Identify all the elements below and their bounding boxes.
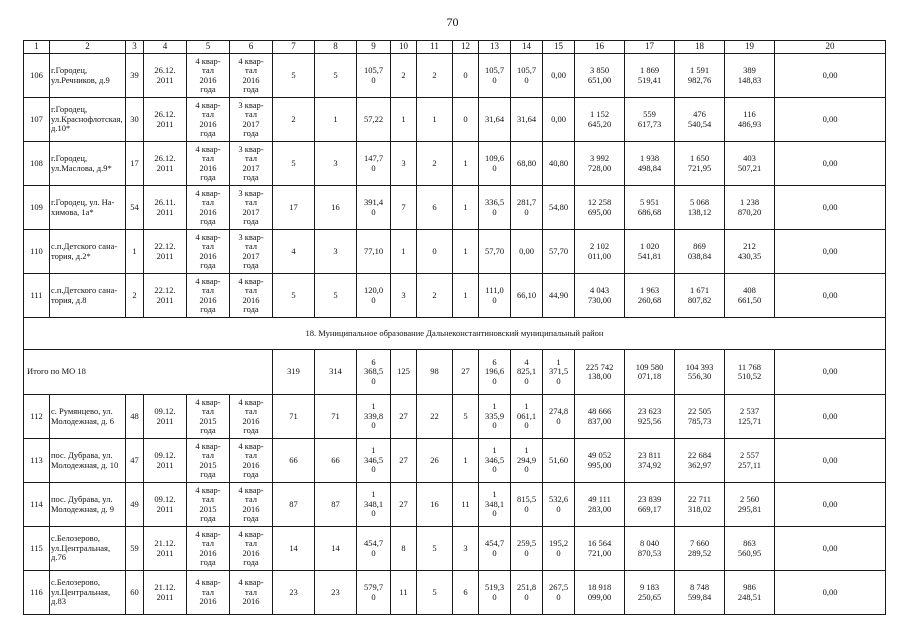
cell-col-20: 0,00 [775, 395, 886, 439]
cell-col-9: 1 339,8 0 [357, 395, 391, 439]
address-cell: с.Белозерово, ул.Центральная, д.83 [50, 571, 126, 615]
cell-col-16: 16 564 721,00 [575, 527, 625, 571]
cell-col-9: 105,7 0 [357, 54, 391, 98]
cell-col-17: 9 183 250,65 [625, 571, 675, 615]
cell-col-11: 0 [417, 230, 453, 274]
cell-col-8: 5 [315, 54, 357, 98]
cell-col-4: 22.12. 2011 [144, 230, 187, 274]
column-number-1: 1 [24, 41, 50, 54]
cell-col-17: 23 811 374,92 [625, 439, 675, 483]
row-number: 109 [24, 186, 50, 230]
cell-col-16: 2 102 011,00 [575, 230, 625, 274]
total-col-8: 314 [315, 350, 357, 395]
cell-col-20: 0,00 [775, 274, 886, 318]
cell-col-10: 7 [391, 186, 417, 230]
cell-col-12: 6 [453, 571, 479, 615]
cell-col-10: 3 [391, 274, 417, 318]
column-number-20: 20 [775, 41, 886, 54]
cell-col-19: 116 486,93 [725, 98, 775, 142]
cell-col-5: 4 квар- тал 2016 года [187, 142, 230, 186]
total-col-14: 4 825,1 0 [511, 350, 543, 395]
cell-col-18: 5 068 138,12 [675, 186, 725, 230]
cell-col-16: 49 111 283,00 [575, 483, 625, 527]
table-row [24, 483, 886, 527]
cell-col-17: 1 020 541,81 [625, 230, 675, 274]
row-number: 110 [24, 230, 50, 274]
cell-col-5: 4 квар- тал 2016 года [187, 98, 230, 142]
total-col-19: 11 768 510,52 [725, 350, 775, 395]
cell-col-6: 3 квар- тал 2017 года [230, 98, 273, 142]
cell-col-19: 986 248,51 [725, 571, 775, 615]
address-cell: с.п.Детского сана- тория, д.2* [50, 230, 126, 274]
cell-col-3: 59 [126, 527, 144, 571]
cell-col-19: 403 507,21 [725, 142, 775, 186]
cell-col-16: 18 918 099,00 [575, 571, 625, 615]
table-row [24, 54, 886, 98]
cell-col-12: 11 [453, 483, 479, 527]
cell-col-20: 0,00 [775, 142, 886, 186]
column-number-11: 11 [417, 41, 453, 54]
cell-col-12: 3 [453, 527, 479, 571]
cell-col-15: 532,6 0 [543, 483, 575, 527]
address-cell: пос. Дубрава, ул. Молодежная, д. 10 [50, 439, 126, 483]
cell-col-6: 4 квар- тал 2016 года [230, 439, 273, 483]
cell-col-12: 0 [453, 54, 479, 98]
cell-col-18: 869 038,84 [675, 230, 725, 274]
address-cell: с. Румянцево, ул. Молодежная, д. 6 [50, 395, 126, 439]
table-row [24, 571, 886, 615]
column-number-2: 2 [50, 41, 126, 54]
cell-col-9: 391,4 0 [357, 186, 391, 230]
cell-col-10: 27 [391, 395, 417, 439]
address-cell: с.Белозерово, ул.Центральная, д.76 [50, 527, 126, 571]
cell-col-15: 57,70 [543, 230, 575, 274]
total-label: Итого по МО 18 [24, 350, 273, 395]
cell-col-17: 1 963 260,68 [625, 274, 675, 318]
cell-col-11: 22 [417, 395, 453, 439]
cell-col-12: 1 [453, 439, 479, 483]
cell-col-3: 1 [126, 230, 144, 274]
cell-col-15: 40,80 [543, 142, 575, 186]
cell-col-5: 4 квар- тал 2016 года [187, 230, 230, 274]
address-cell: пос. Дубрава, ул. Молодежная, д. 9 [50, 483, 126, 527]
table-row [24, 395, 886, 439]
column-number-10: 10 [391, 41, 417, 54]
cell-col-20: 0,00 [775, 483, 886, 527]
cell-col-13: 519,3 0 [479, 571, 511, 615]
cell-col-7: 23 [273, 571, 315, 615]
cell-col-3: 17 [126, 142, 144, 186]
address-cell: г.Городец, ул.Речников, д.9 [50, 54, 126, 98]
cell-col-15: 0,00 [543, 98, 575, 142]
column-number-3: 3 [126, 41, 144, 54]
section-row [24, 318, 886, 350]
cell-col-14: 0,00 [511, 230, 543, 274]
section-title: 18. Муниципальное образование Дальнеконстантиновский муниципальный район [24, 318, 886, 350]
cell-col-3: 54 [126, 186, 144, 230]
cell-col-9: 120,0 0 [357, 274, 391, 318]
cell-col-19: 212 430,35 [725, 230, 775, 274]
cell-col-6: 4 квар- тал 2016 года [230, 54, 273, 98]
cell-col-4: 26.12. 2011 [144, 54, 187, 98]
cell-col-18: 22 684 362,97 [675, 439, 725, 483]
page-number: 70 [446, 15, 459, 29]
cell-col-8: 87 [315, 483, 357, 527]
cell-col-20: 0,00 [775, 230, 886, 274]
cell-col-20: 0,00 [775, 527, 886, 571]
cell-col-13: 1 348,1 0 [479, 483, 511, 527]
address-cell: с.п.Детского сана- тория, д.8 [50, 274, 126, 318]
table-row [24, 230, 886, 274]
cell-col-5: 4 квар- тал 2016 года [187, 274, 230, 318]
cell-col-13: 109,6 0 [479, 142, 511, 186]
cell-col-20: 0,00 [775, 439, 886, 483]
cell-col-6: 3 квар- тал 2017 года [230, 186, 273, 230]
cell-col-11: 2 [417, 274, 453, 318]
cell-col-20: 0,00 [775, 54, 886, 98]
cell-col-12: 0 [453, 98, 479, 142]
cell-col-7: 5 [273, 274, 315, 318]
cell-col-8: 1 [315, 98, 357, 142]
cell-col-7: 5 [273, 54, 315, 98]
cell-col-9: 57,22 [357, 98, 391, 142]
column-number-13: 13 [479, 41, 511, 54]
column-number-8: 8 [315, 41, 357, 54]
cell-col-10: 1 [391, 98, 417, 142]
cell-col-18: 1 591 982,76 [675, 54, 725, 98]
cell-col-19: 389 148,83 [725, 54, 775, 98]
cell-col-9: 147,7 0 [357, 142, 391, 186]
cell-col-7: 66 [273, 439, 315, 483]
cell-col-3: 2 [126, 274, 144, 318]
cell-col-6: 4 квар- тал 2016 года [230, 395, 273, 439]
cell-col-17: 1 869 519,41 [625, 54, 675, 98]
row-number: 107 [24, 98, 50, 142]
cell-col-14: 281,7 0 [511, 186, 543, 230]
cell-col-6: 4 квар- тал 2016 года [230, 483, 273, 527]
cell-col-10: 27 [391, 439, 417, 483]
column-number-row [24, 41, 886, 54]
cell-col-18: 1 650 721,95 [675, 142, 725, 186]
cell-col-14: 1 061,1 0 [511, 395, 543, 439]
cell-col-4: 09.12. 2011 [144, 439, 187, 483]
cell-col-16: 49 052 995,00 [575, 439, 625, 483]
cell-col-15: 267,5 0 [543, 571, 575, 615]
cell-col-17: 5 951 686,68 [625, 186, 675, 230]
row-number: 113 [24, 439, 50, 483]
cell-col-8: 3 [315, 142, 357, 186]
column-number-14: 14 [511, 41, 543, 54]
cell-col-5: 4 квар- тал 2015 года [187, 395, 230, 439]
total-col-12: 27 [453, 350, 479, 395]
row-number: 108 [24, 142, 50, 186]
cell-col-8: 3 [315, 230, 357, 274]
cell-col-9: 1 346,5 0 [357, 439, 391, 483]
cell-col-18: 22 505 785,73 [675, 395, 725, 439]
cell-col-3: 60 [126, 571, 144, 615]
address-cell: г.Городец, ул. На- химова, 1а* [50, 186, 126, 230]
cell-col-8: 66 [315, 439, 357, 483]
cell-col-6: 3 квар- тал 2017 года [230, 230, 273, 274]
total-row [24, 350, 886, 395]
cell-col-4: 26.12. 2011 [144, 98, 187, 142]
cell-col-13: 454,7 0 [479, 527, 511, 571]
cell-col-6: 3 квар- тал 2017 года [230, 142, 273, 186]
column-number-4: 4 [144, 41, 187, 54]
cell-col-15: 54,80 [543, 186, 575, 230]
cell-col-7: 71 [273, 395, 315, 439]
cell-col-14: 815,5 0 [511, 483, 543, 527]
cell-col-11: 6 [417, 186, 453, 230]
cell-col-5: 4 квар- тал 2016 года [187, 186, 230, 230]
cell-col-17: 23 839 669,17 [625, 483, 675, 527]
cell-col-10: 8 [391, 527, 417, 571]
cell-col-17: 1 938 498,84 [625, 142, 675, 186]
cell-col-15: 274,8 0 [543, 395, 575, 439]
cell-col-11: 16 [417, 483, 453, 527]
cell-col-14: 31,64 [511, 98, 543, 142]
column-number-5: 5 [187, 41, 230, 54]
cell-col-12: 1 [453, 186, 479, 230]
column-number-9: 9 [357, 41, 391, 54]
cell-col-7: 14 [273, 527, 315, 571]
cell-col-19: 2 557 257,11 [725, 439, 775, 483]
cell-col-14: 259,5 0 [511, 527, 543, 571]
cell-col-10: 27 [391, 483, 417, 527]
column-number-15: 15 [543, 41, 575, 54]
row-number: 112 [24, 395, 50, 439]
cell-col-5: 4 квар- тал 2016 года [187, 527, 230, 571]
total-col-13: 6 196,6 0 [479, 350, 511, 395]
cell-col-17: 23 623 925,56 [625, 395, 675, 439]
cell-col-7: 5 [273, 142, 315, 186]
address-cell: г.Городец, ул.Маслова, д.9* [50, 142, 126, 186]
total-col-11: 98 [417, 350, 453, 395]
table-row [24, 274, 886, 318]
cell-col-11: 2 [417, 142, 453, 186]
table-row [24, 186, 886, 230]
cell-col-13: 111,0 0 [479, 274, 511, 318]
cell-col-7: 87 [273, 483, 315, 527]
cell-col-10: 3 [391, 142, 417, 186]
table-row [24, 98, 886, 142]
cell-col-15: 44,90 [543, 274, 575, 318]
cell-col-4: 26.12. 2011 [144, 142, 187, 186]
cell-col-14: 1 294,9 0 [511, 439, 543, 483]
cell-col-11: 2 [417, 54, 453, 98]
cell-col-10: 11 [391, 571, 417, 615]
cell-col-15: 51,60 [543, 439, 575, 483]
row-number: 111 [24, 274, 50, 318]
cell-col-4: 22.12. 2011 [144, 274, 187, 318]
row-number: 114 [24, 483, 50, 527]
column-number-16: 16 [575, 41, 625, 54]
cell-col-14: 68,80 [511, 142, 543, 186]
cell-col-12: 1 [453, 274, 479, 318]
cell-col-12: 5 [453, 395, 479, 439]
cell-col-8: 5 [315, 274, 357, 318]
cell-col-8: 16 [315, 186, 357, 230]
cell-col-20: 0,00 [775, 186, 886, 230]
cell-col-7: 17 [273, 186, 315, 230]
cell-col-8: 14 [315, 527, 357, 571]
cell-col-15: 0,00 [543, 54, 575, 98]
cell-col-4: 21.12. 2011 [144, 527, 187, 571]
cell-col-17: 559 617,73 [625, 98, 675, 142]
cell-col-19: 2 560 295,81 [725, 483, 775, 527]
total-col-20: 0,00 [775, 350, 886, 395]
total-col-15: 1 371,5 0 [543, 350, 575, 395]
cell-col-16: 12 258 695,00 [575, 186, 625, 230]
cell-col-5: 4 квар- тал 2016 года [187, 54, 230, 98]
cell-col-20: 0,00 [775, 98, 886, 142]
cell-col-14: 66,10 [511, 274, 543, 318]
cell-col-9: 579,7 0 [357, 571, 391, 615]
cell-col-13: 105,7 0 [479, 54, 511, 98]
cell-col-6: 4 квар- тал 2016 года [230, 274, 273, 318]
cell-col-3: 48 [126, 395, 144, 439]
housing-register-table [23, 40, 886, 615]
table-row [24, 142, 886, 186]
total-col-18: 104 393 556,30 [675, 350, 725, 395]
cell-col-4: 09.12. 2011 [144, 483, 187, 527]
cell-col-10: 2 [391, 54, 417, 98]
cell-col-17: 8 040 870,53 [625, 527, 675, 571]
row-number: 115 [24, 527, 50, 571]
row-number: 106 [24, 54, 50, 98]
cell-col-12: 1 [453, 230, 479, 274]
column-number-18: 18 [675, 41, 725, 54]
cell-col-11: 5 [417, 571, 453, 615]
total-col-7: 319 [273, 350, 315, 395]
cell-col-14: 251,8 0 [511, 571, 543, 615]
cell-col-19: 1 238 870,20 [725, 186, 775, 230]
cell-col-11: 26 [417, 439, 453, 483]
cell-col-4: 21.12. 2011 [144, 571, 187, 615]
cell-col-13: 336,5 0 [479, 186, 511, 230]
cell-col-6: 4 квар- тал 2016 года [230, 527, 273, 571]
cell-col-13: 57,70 [479, 230, 511, 274]
cell-col-14: 105,7 0 [511, 54, 543, 98]
cell-col-8: 71 [315, 395, 357, 439]
cell-col-7: 4 [273, 230, 315, 274]
table-row [24, 439, 886, 483]
cell-col-16: 1 152 645,20 [575, 98, 625, 142]
cell-col-4: 09.12. 2011 [144, 395, 187, 439]
cell-col-8: 23 [315, 571, 357, 615]
cell-col-19: 2 537 125,71 [725, 395, 775, 439]
table-row [24, 527, 886, 571]
cell-col-5: 4 квар- тал 2015 года [187, 483, 230, 527]
cell-col-5: 4 квар- тал 2015 года [187, 439, 230, 483]
cell-col-7: 2 [273, 98, 315, 142]
column-number-17: 17 [625, 41, 675, 54]
cell-col-13: 1 346,5 0 [479, 439, 511, 483]
total-col-17: 109 580 071,18 [625, 350, 675, 395]
cell-col-3: 30 [126, 98, 144, 142]
row-number: 116 [24, 571, 50, 615]
cell-col-16: 3 992 728,00 [575, 142, 625, 186]
cell-col-3: 47 [126, 439, 144, 483]
cell-col-13: 1 335,9 0 [479, 395, 511, 439]
cell-col-11: 5 [417, 527, 453, 571]
cell-col-12: 1 [453, 142, 479, 186]
cell-col-16: 3 850 651,00 [575, 54, 625, 98]
cell-col-9: 454,7 0 [357, 527, 391, 571]
column-number-19: 19 [725, 41, 775, 54]
cell-col-16: 4 043 730,00 [575, 274, 625, 318]
cell-col-3: 49 [126, 483, 144, 527]
cell-col-3: 39 [126, 54, 144, 98]
cell-col-18: 22 711 318,02 [675, 483, 725, 527]
cell-col-11: 1 [417, 98, 453, 142]
column-number-7: 7 [273, 41, 315, 54]
cell-col-10: 1 [391, 230, 417, 274]
cell-col-5: 4 квар- тал 2016 [187, 571, 230, 615]
cell-col-15: 195,2 0 [543, 527, 575, 571]
cell-col-18: 1 671 807,82 [675, 274, 725, 318]
cell-col-18: 476 540,54 [675, 98, 725, 142]
cell-col-19: 863 560,95 [725, 527, 775, 571]
address-cell: г.Городец, ул.Краснофлотская, д.10* [50, 98, 126, 142]
cell-col-18: 7 660 289,52 [675, 527, 725, 571]
total-col-16: 225 742 138,00 [575, 350, 625, 395]
cell-col-9: 77,10 [357, 230, 391, 274]
column-number-12: 12 [453, 41, 479, 54]
column-number-6: 6 [230, 41, 273, 54]
cell-col-6: 4 квар- тал 2016 [230, 571, 273, 615]
cell-col-20: 0,00 [775, 571, 886, 615]
cell-col-4: 26.11. 2011 [144, 186, 187, 230]
cell-col-19: 408 661,50 [725, 274, 775, 318]
cell-col-18: 8 748 599,84 [675, 571, 725, 615]
total-col-10: 125 [391, 350, 417, 395]
cell-col-13: 31,64 [479, 98, 511, 142]
total-col-9: 6 368,5 0 [357, 350, 391, 395]
cell-col-16: 48 666 837,00 [575, 395, 625, 439]
cell-col-9: 1 348,1 0 [357, 483, 391, 527]
